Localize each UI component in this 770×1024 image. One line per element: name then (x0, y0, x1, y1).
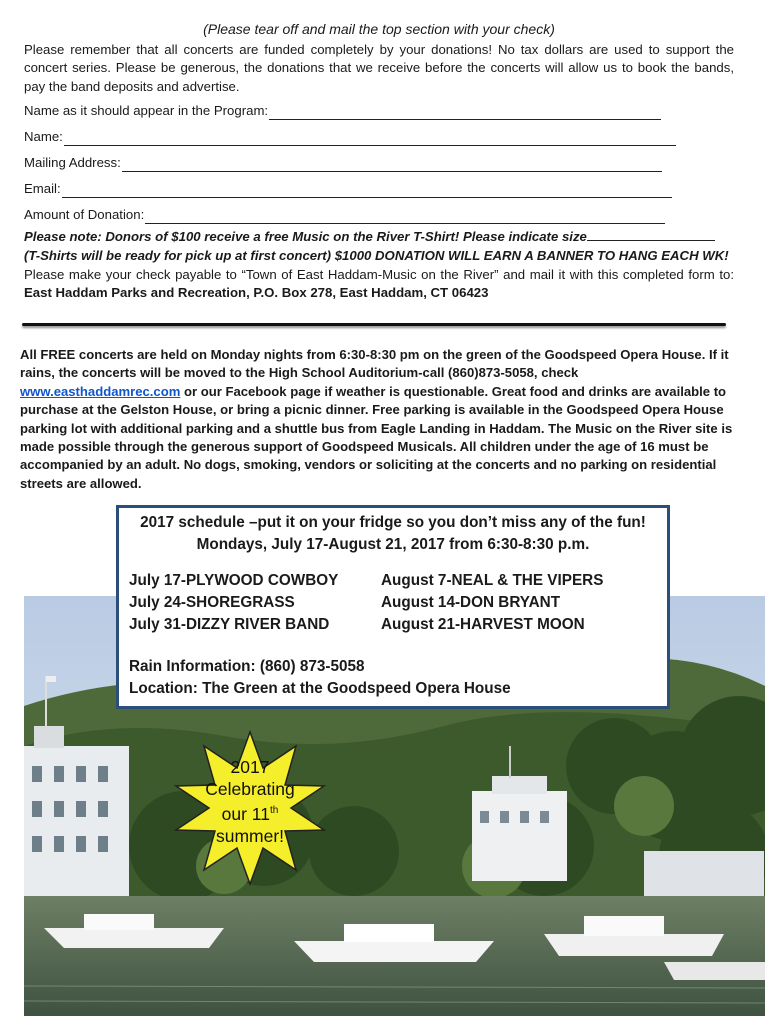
intro-paragraph: Please remember that all concerts are funded completely by your donations! No tax dollars are used to support the concert series. Please be generous, the donations that we receive before the concerts will allow us to book the bands, pay the band deposits and advertise. (24, 41, 734, 94)
schedule-subheading: Mondays, July 17-August 21, 2017 from 6:30-8:30 p.m. (196, 536, 590, 553)
info-text-1: All FREE concerts are held on Monday nights from 6:30-8:30 pm on the green of the Goodspeed Opera House. If it rains, the concerts will be moved to the High School Auditorium-call (860)873-5058, check (20, 347, 729, 381)
tshirt-size-line[interactable] (587, 228, 715, 241)
name-line[interactable] (64, 132, 676, 146)
schedule-box (116, 505, 670, 709)
donation-form (24, 20, 734, 303)
concert-item: August 7-NEAL & THE VIPERS (381, 572, 604, 589)
email-label: Email: (24, 180, 61, 196)
program-name-field[interactable] (24, 102, 734, 120)
email-field[interactable] (24, 180, 734, 198)
concert-list (119, 570, 667, 636)
banner-note: (T-Shirts will be ready for pick up at first concert) $1000 DONATION WILL EARN A BANNER TO HANG EACH WK! (24, 247, 729, 263)
name-field[interactable] (24, 128, 734, 146)
mail-address: East Haddam Parks and Recreation, P.O. Box 278, East Haddam, CT 06423 (24, 285, 489, 301)
concert-item: July 24-SHOREGRASS (129, 594, 295, 611)
badge-anniversary: our 11th (221, 803, 279, 824)
badge-year: 2017 (230, 757, 270, 777)
tshirt-note-text: Please note: Donors of $100 receive a free Music on the River T-Shirt! Please indicate size (24, 229, 587, 245)
payable-instructions (24, 266, 734, 303)
program-name-label: Name as it should appear in the Program: (24, 102, 269, 118)
info-text-2: or our Facebook page if weather is questionable. Great food and drinks are available to purchase at the Gelston House, or bring a picnic dinner. Free parking is available in the Goodspeed Opera House parking lot with additional parking and a shuttle bus from Eagle Landing in Haddam. The Music on the River site is made possible through the generous support of Goodspeed Musicals. All children under the age of 16 must be accompanied by an adult. No dogs, smoking, vendors or soliciting at the concerts and no parking on residential streets are allowed. (20, 383, 733, 491)
mailing-address-line[interactable] (122, 158, 662, 172)
rain-info: Rain Information: (860) 873-5058 (129, 658, 365, 675)
concert-info (20, 346, 742, 493)
email-line[interactable] (62, 184, 672, 198)
badge-celebrating: Celebrating (205, 779, 295, 799)
name-label: Name: (24, 128, 63, 144)
payable-text: Please make your check payable to “Town of East Haddam-Music on the River” and mail it with this completed form to: (24, 266, 734, 282)
concert-item: July 17-PLYWOOD COWBOY (129, 572, 339, 589)
website-link[interactable]: www.easthaddamrec.com (20, 383, 181, 399)
anniversary-badge (172, 730, 328, 886)
mailing-address-label: Mailing Address: (24, 154, 121, 170)
mailing-address-field[interactable] (24, 154, 734, 172)
badge-summer: summer! (215, 825, 285, 846)
donation-amount-field[interactable] (24, 206, 734, 224)
tshirt-note (24, 228, 734, 247)
location-info: Location: The Green at the Goodspeed Opera House (129, 680, 511, 697)
tear-off-instruction: (Please tear off and mail the top section with your check) (203, 21, 555, 37)
schedule-heading: 2017 schedule –put it on your fridge so you don’t miss any of the fun! (140, 514, 646, 531)
donation-amount-line[interactable] (145, 210, 665, 224)
program-name-line[interactable] (269, 106, 661, 120)
concert-item: July 31-DIZZY RIVER BAND (129, 616, 330, 633)
tear-off-divider (22, 323, 726, 326)
donation-amount-label: Amount of Donation: (24, 206, 145, 222)
concert-item: August 14-DON BRYANT (381, 594, 561, 611)
concert-item: August 21-HARVEST MOON (381, 616, 585, 633)
